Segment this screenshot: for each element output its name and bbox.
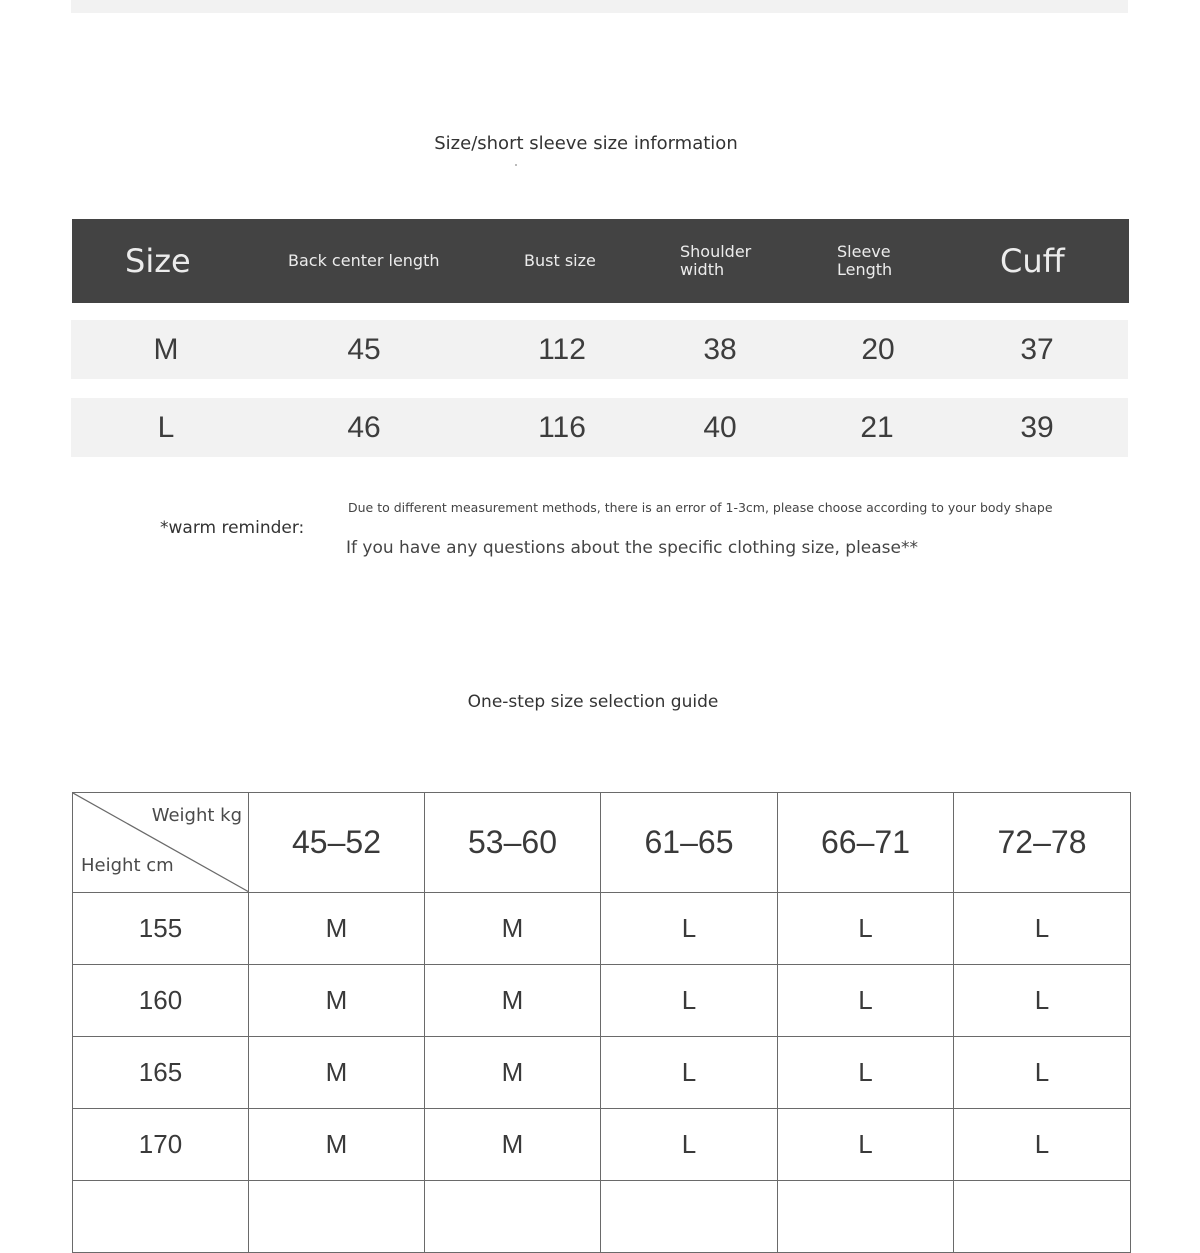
weight-range: 72–78 bbox=[954, 793, 1131, 893]
reminder-measurement-note: Due to different measurement methods, there is an error of 1-3cm, please choose according to your body shape bbox=[348, 500, 1053, 515]
height-value: 165 bbox=[73, 1037, 249, 1109]
weight-range: 45–52 bbox=[249, 793, 425, 893]
cell-sleeve-length: 21 bbox=[860, 411, 894, 444]
empty-cell bbox=[73, 1181, 249, 1253]
size-selection-table bbox=[72, 792, 1131, 1253]
size-cell: L bbox=[601, 893, 778, 965]
height-row bbox=[73, 893, 1131, 965]
size-info-title: Size/short sleeve size information bbox=[434, 133, 738, 154]
cell-back-center-length: 45 bbox=[347, 333, 381, 366]
header-sleeve-length: Sleeve Length bbox=[837, 241, 893, 279]
size-cell: L bbox=[954, 893, 1131, 965]
size-cell: M bbox=[249, 1109, 425, 1181]
size-cell: L bbox=[778, 1109, 954, 1181]
size-cell: L bbox=[954, 1037, 1131, 1109]
size-cell: M bbox=[425, 1109, 601, 1181]
cell-sleeve-length: 20 bbox=[861, 333, 895, 366]
size-cell: M bbox=[249, 893, 425, 965]
height-row bbox=[73, 1037, 1131, 1109]
empty-cell bbox=[249, 1181, 425, 1253]
size-cell: L bbox=[778, 893, 954, 965]
decorative-dot bbox=[515, 164, 517, 166]
empty-cell bbox=[425, 1181, 601, 1253]
height-value: 155 bbox=[73, 893, 249, 965]
header-size: Size bbox=[125, 241, 191, 280]
size-table-header bbox=[72, 219, 1129, 303]
height-axis-label: Height cm bbox=[81, 855, 174, 876]
cell-bust-size: 112 bbox=[538, 333, 586, 366]
corner-cell bbox=[73, 793, 249, 893]
header-bust-size: Bust size bbox=[524, 250, 596, 270]
header-back-center-length: Back center length bbox=[288, 250, 440, 270]
size-row-m bbox=[71, 320, 1128, 379]
size-cell: L bbox=[601, 1037, 778, 1109]
size-cell: L bbox=[954, 965, 1131, 1037]
header-cuff: Cuff bbox=[1000, 241, 1065, 280]
weight-range: 61–65 bbox=[601, 793, 778, 893]
cell-bust-size: 116 bbox=[538, 411, 586, 444]
height-row bbox=[73, 1109, 1131, 1181]
cell-back-center-length: 46 bbox=[347, 411, 381, 444]
size-cell: L bbox=[778, 965, 954, 1037]
cell-cuff: 39 bbox=[1020, 411, 1054, 444]
size-cell: L bbox=[601, 965, 778, 1037]
weight-range: 53–60 bbox=[425, 793, 601, 893]
height-row bbox=[73, 965, 1131, 1037]
size-cell: L bbox=[778, 1037, 954, 1109]
weight-header-row bbox=[73, 793, 1131, 893]
empty-cell bbox=[601, 1181, 778, 1253]
cell-size: L bbox=[157, 411, 175, 444]
weight-axis-label: Weight kg bbox=[151, 805, 242, 826]
height-row-partial bbox=[73, 1181, 1131, 1253]
size-row-l bbox=[71, 398, 1128, 457]
size-cell: M bbox=[425, 893, 601, 965]
top-strip bbox=[71, 0, 1128, 13]
size-cell: L bbox=[954, 1109, 1131, 1181]
cell-size: M bbox=[153, 333, 179, 366]
reminder-label: *warm reminder: bbox=[160, 518, 305, 538]
size-cell: M bbox=[249, 965, 425, 1037]
header-shoulder-width: Shoulder width bbox=[680, 241, 752, 279]
empty-cell bbox=[954, 1181, 1131, 1253]
height-value: 170 bbox=[73, 1109, 249, 1181]
size-cell: M bbox=[249, 1037, 425, 1109]
guide-title: One-step size selection guide bbox=[467, 692, 719, 712]
size-cell: L bbox=[601, 1109, 778, 1181]
height-value: 160 bbox=[73, 965, 249, 1037]
empty-cell bbox=[778, 1181, 954, 1253]
size-cell: M bbox=[425, 1037, 601, 1109]
reminder-contact-note: If you have any questions about the specific clothing size, please** bbox=[346, 538, 918, 558]
weight-range: 66–71 bbox=[778, 793, 954, 893]
size-cell: M bbox=[425, 965, 601, 1037]
cell-shoulder-width: 40 bbox=[703, 411, 737, 444]
cell-shoulder-width: 38 bbox=[703, 333, 737, 366]
cell-cuff: 37 bbox=[1020, 333, 1054, 366]
